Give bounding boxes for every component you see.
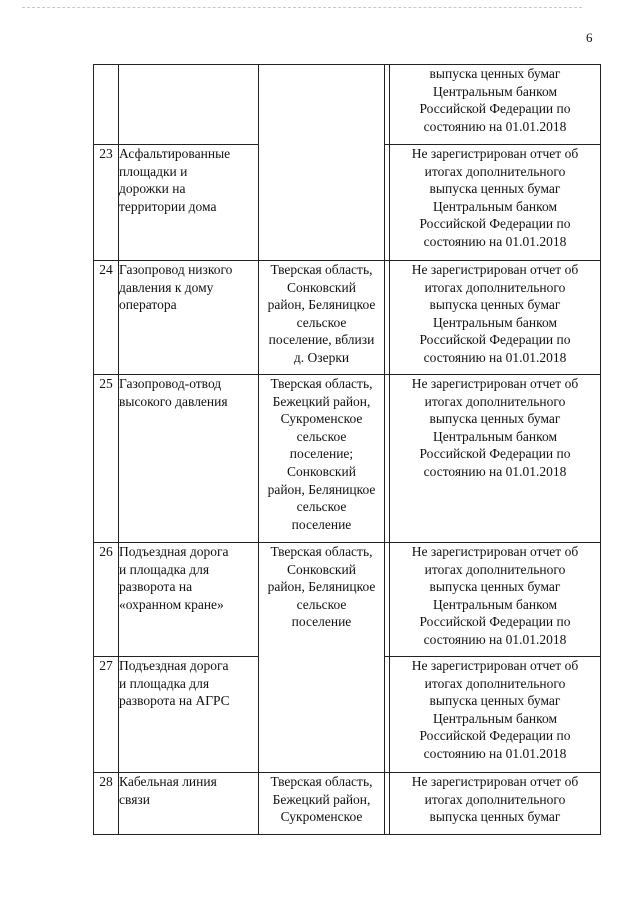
registration-status: Не зарегистрирован отчет об итогах дополнительного выпуска ценных бумаг Центральным банком Российской Федерации по состоянию на 01.01.2018 [411,146,579,249]
asset-location: Тверская область, Бежецкий район, Сукроменское [270,774,373,825]
registration-status: Не зарегистрирован отчет об итогах дополнительного выпуска ценных бумаг Центральным банком Российской Федерации по состоянию на 01.01.2018 [411,544,579,647]
table-row [94,65,601,145]
row-number: 24 [94,261,119,375]
table-row [94,773,601,835]
asset-name: Кабельная линия связи [119,774,217,807]
asset-name: Асфальтированные площадки и дорожки на территории дома [119,146,231,214]
asset-name: Газопровод-отвод высокого давления [119,376,228,409]
asset-name: Подъездная дорога и площадка для разворота на «охранном кране» [119,544,229,612]
asset-location: Тверская область, Сонковский район, Беляницкое сельское поселение [267,544,376,630]
table-row [94,261,601,375]
row-number: 27 [94,657,119,773]
scan-top-line [22,7,582,8]
registration-status: Не зарегистрирован отчет об итогах дополнительного выпуска ценных бумаг [411,774,579,825]
registration-status: выпуска ценных бумаг Центральным банком Российской Федерации по состоянию на 01.01.2018 [419,66,571,134]
assets-table [93,64,601,835]
table-row [94,657,601,773]
page-number: 6 [586,30,593,45]
row-number: 25 [94,375,119,543]
row-number: 26 [94,543,119,657]
registration-status: Не зарегистрирован отчет об итогах дополнительного выпуска ценных бумаг Центральным банком Российской Федерации по состоянию на 01.01.2018 [411,376,579,479]
row-number [94,65,119,145]
asset-name: Газопровод низкого давления к дому оператора [119,262,233,313]
row-number: 28 [94,773,119,835]
registration-status: Не зарегистрирован отчет об итогах дополнительного выпуска ценных бумаг Центральным банком Российской Федерации по состоянию на 01.01.2018 [411,658,579,761]
table-row [94,543,601,657]
table-row [94,375,601,543]
row-number: 23 [94,145,119,261]
asset-location: Тверская область, Бежецкий район, Сукроменское сельское поселение; Сонковский район, Беляницкое сельское поселение [267,376,376,532]
asset-location: Тверская область, Сонковский район, Беляницкое сельское поселение, вблизи д. Озерки [267,262,376,365]
table-row [94,145,601,261]
registration-status: Не зарегистрирован отчет об итогах дополнительного выпуска ценных бумаг Центральным банком Российской Федерации по состоянию на 01.01.2018 [411,262,579,365]
asset-name: Подъездная дорога и площадка для разворота на АГРС [119,658,230,709]
